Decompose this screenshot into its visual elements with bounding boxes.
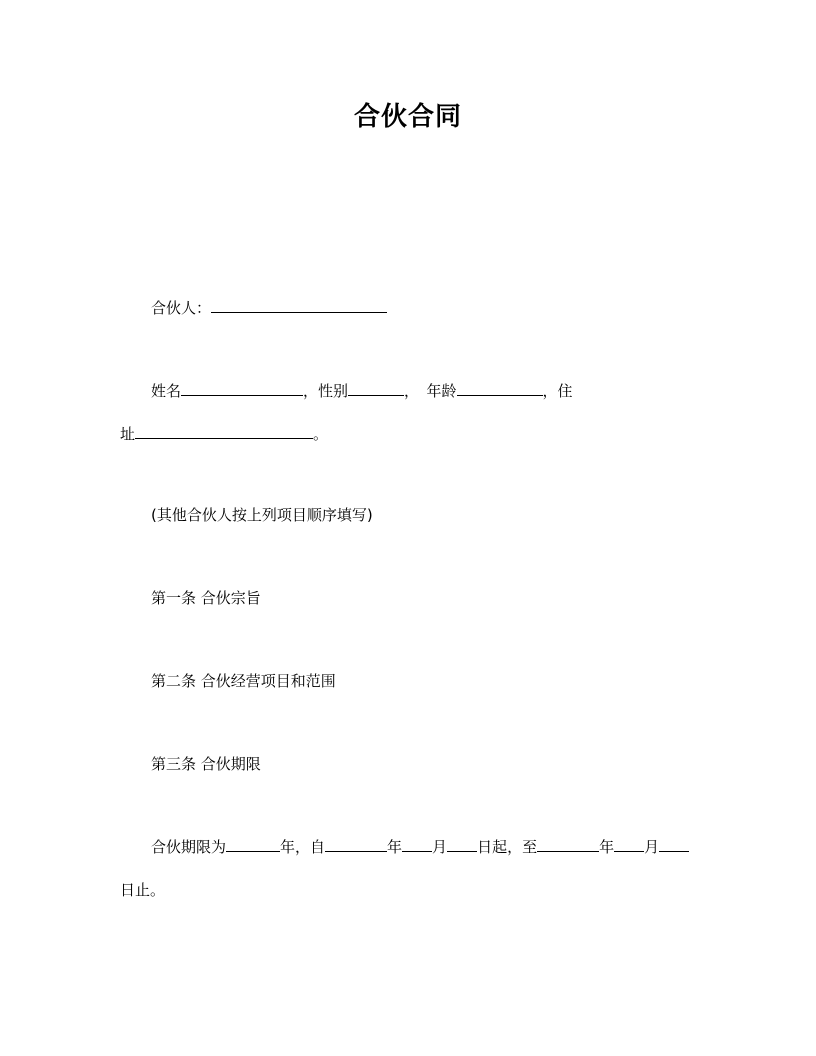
start-year-label: 年	[387, 838, 403, 856]
info-line-2	[120, 424, 328, 444]
term-line-1	[151, 837, 689, 857]
start-day-blank[interactable]	[447, 837, 477, 852]
info-line-1	[151, 381, 573, 401]
start-day-label: 日起，至	[477, 838, 538, 856]
partner-line	[151, 298, 387, 318]
article-2: 第二条 合伙经营项目和范围	[151, 672, 336, 690]
term-years-blank[interactable]	[226, 837, 280, 852]
partner-label: 合伙人：	[151, 299, 212, 317]
end-year-blank[interactable]	[537, 837, 599, 852]
address-end-mark: 。	[313, 425, 329, 443]
end-month-blank[interactable]	[614, 837, 644, 852]
gender-blank[interactable]	[348, 381, 404, 396]
note-line: (其他合伙人按上列项目顺序填写)	[151, 506, 373, 524]
term-prefix: 合伙期限为	[151, 838, 227, 856]
start-year-blank[interactable]	[325, 837, 387, 852]
address-label-b: 址	[120, 425, 136, 443]
term-line-2: 日止。	[120, 881, 166, 899]
article-1: 第一条 合伙宗旨	[151, 589, 261, 607]
address-blank[interactable]	[135, 424, 313, 439]
start-month-label: 月	[432, 838, 448, 856]
age-label: ， 年龄	[404, 382, 457, 400]
term-year-from: 年，自	[280, 838, 326, 856]
end-year-label: 年	[599, 838, 615, 856]
end-day-blank[interactable]	[659, 837, 689, 852]
document-title: 合伙合同	[353, 102, 462, 132]
article-3: 第三条 合伙期限	[151, 755, 261, 773]
end-month-label: 月	[644, 838, 660, 856]
name-label: 姓名	[151, 382, 182, 400]
age-blank[interactable]	[457, 381, 543, 396]
address-label-a: ，住	[542, 382, 573, 400]
start-month-blank[interactable]	[402, 837, 432, 852]
name-blank[interactable]	[181, 381, 303, 396]
partner-blank[interactable]	[211, 298, 387, 313]
gender-label: ，性别	[303, 382, 349, 400]
